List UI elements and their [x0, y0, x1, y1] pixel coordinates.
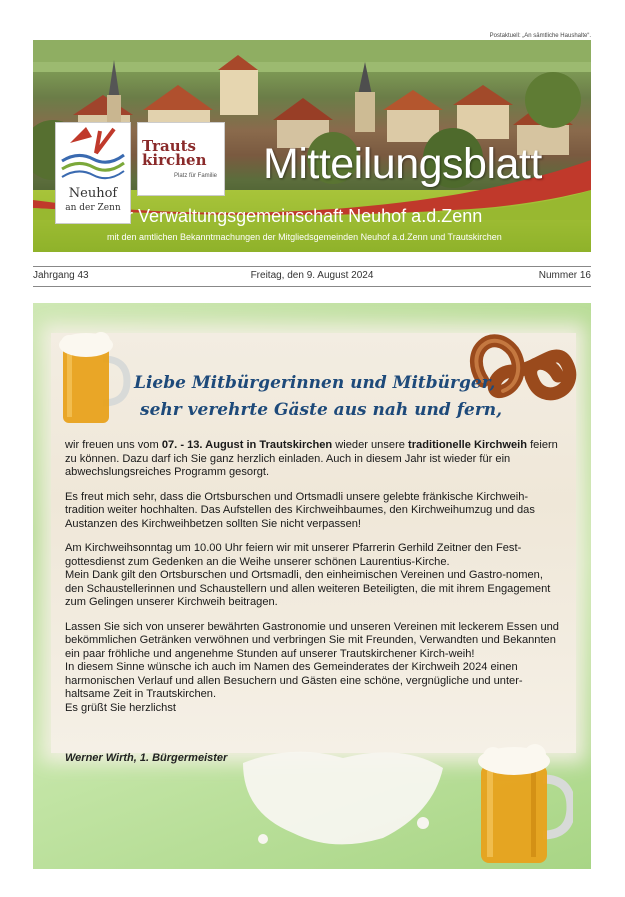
neuhof-logo-name: Neuhof [68, 186, 118, 201]
trautskirchen-logo-line2: kirchen [142, 151, 207, 169]
greeting-line-1: Liebe Mitbürgerinnen und Mitbürger, [134, 373, 496, 393]
letter-body [65, 439, 561, 715]
p1-text-a: wir freuen uns vom [65, 439, 162, 451]
neuhof-emblem-icon [56, 123, 130, 185]
signature: Werner Wirth, 1. Bürgermeister [65, 752, 228, 764]
beer-mug-bottom-icon [473, 739, 573, 867]
trautskirchen-logo [137, 122, 225, 196]
postal-note: Postaktuell: „An sämtliche Haushalte“. [489, 33, 591, 39]
greeting-line-2: sehr verehrte Gäste aus nah und fern, [140, 400, 503, 420]
masthead-subline: mit den amtlichen Bekanntmachungen der Mitgliedsgemeinden Neuhof a.d.Zenn und Trautskirchen [107, 232, 502, 242]
masthead-subtitle: der Verwaltungsgemeinschaft Neuhof a.d.Zenn [107, 206, 483, 226]
white-splash [233, 743, 453, 853]
masthead-title: Mitteilungsblatt [263, 140, 542, 188]
beer-mug-icon [53, 329, 133, 427]
header-banner [33, 40, 591, 252]
p1-text-e: feiern zu können. Dazu darf ich Sie ganz herzlich einladen. Auch in diesem Jahr ist wieder für ein abwechslungsreiches Programm gesorgt. [65, 439, 558, 478]
neuhof-logo-subname: an der Zenn [65, 203, 121, 213]
p1-text-c: wieder unsere [332, 439, 409, 451]
p1-highlight-date: 07. - 13. August in Trautskirchen [161, 439, 333, 451]
closing-line: Es grüßt Sie herzlichst [65, 701, 176, 714]
p1-highlight-event: traditionelle Kirchweih [408, 439, 528, 451]
trautskirchen-logo-name [142, 139, 206, 167]
paragraph-3: Am Kirchweihsonntag um 10.00 Uhr feiern wir mit unserer Pfarrerin Gerhild Zeitner den Fest-gottesdienst zum Gedenken an die Weihe unserer schönen Laurentius-Kirche. [65, 542, 522, 568]
paragraph-4: Mein Dank gilt den Ortsburschen und Ortsmadli, den einheimischen Vereinen und Gastro-nomen, den Schaustellerinnen und Schaustellern und allen weiteren Beteiligten, die mit ihrem Engagement zum Gelingen unserer Kirchweih beitragen. [65, 569, 551, 608]
issue-line [33, 266, 591, 287]
issue-date: Freitag, den 9. August 2024 [250, 270, 374, 281]
kirchweih-panel [33, 303, 591, 869]
paragraph-1 [65, 439, 561, 480]
issue-volume: Jahrgang 43 [33, 270, 89, 281]
trautskirchen-tagline: Platz für Familie [174, 173, 218, 179]
issue-number: Nummer 16 [538, 270, 591, 281]
paragraph-2: Es freut mich sehr, dass die Ortsburschen und Ortsmadli unsere gelebte fränkische Kirchweih-tradition weiter hochhalten. Das Aufstellen des Kirchweihbaumes, den Kirchweihumzug und das Austanzen des Kirchweihbetzen sollten Sie nicht verpassen! [65, 490, 535, 530]
paragraph-5: Lassen Sie sich von unserer bewährten Gastronomie und unseren Vereinen mit leckerem Essen und bekömmlichen Getränken verwöhnen und verbringen Sie mit Freunden, Verwandten und Bekannten ein paar fröhliche und angenehme Stunden auf unserer Trautskirchener Kirch-weih! [65, 620, 559, 660]
trautskirchen-logo-line1: Trauts [142, 137, 196, 155]
paragraph-6: In diesem Sinne wünsche ich auch im Namen des Gemeinderates der Kirchweih 2024 einen harmonischen Verlauf und allen Besuchern und Gästen eine schöne, vergnügliche und unter-haltsame Zeit in Trautskirchen. [65, 661, 523, 700]
